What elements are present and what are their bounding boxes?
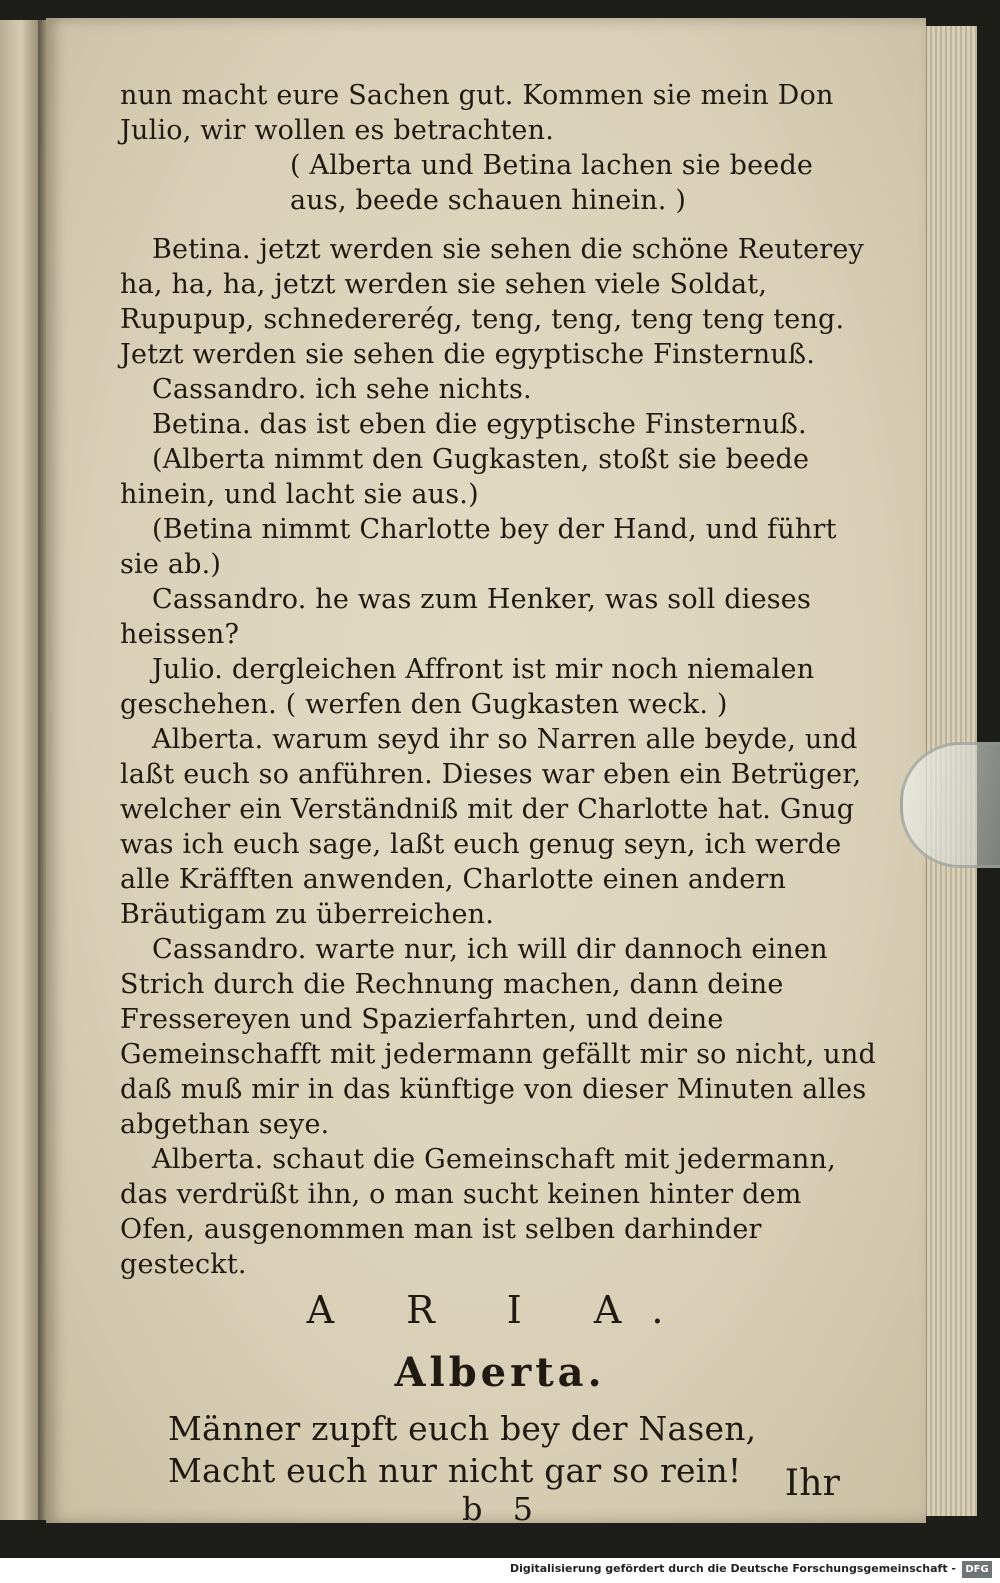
- dialogue-betina: Betina. jetzt werden sie sehen die schöne Reuterey ha, ha, ha, jetzt werden sie sehen viele Soldat, Rupupup, schnedererég, teng, teng, teng teng teng. Jetzt werden sie sehen die egyptische Finsternuß.: [120, 234, 864, 370]
- dialogue-betina: Betina. das ist eben die egyptische Finsternuß.: [152, 409, 807, 440]
- credit-text: Digitalisierung gefördert durch die Deutsche Forschungsgemeinschaft -: [509, 1562, 956, 1575]
- page-text: [120, 78, 880, 1532]
- dialogue-cassandro: Cassandro. he was zum Henker, was soll dieses heissen?: [120, 584, 812, 650]
- left-page-edge: [0, 20, 40, 1520]
- dialogue-alberta: Alberta. warum seyd ihr so Narren alle beyde, und laßt euch so anführen. Dieses war eben ein Betrüger, welcher ein Verständniß mit der Charlotte hat. Gnug was ich euch sage, laßt euch genug seyn, ich werde alle Kräfften anwenden, Charlotte einen andern Bräutigam zu überreichen.: [120, 724, 862, 930]
- singer-name: Alberta.: [394, 1349, 606, 1396]
- dialogue-julio: Julio. dergleichen Affront ist mir noch niemalen geschehen. ( werfen den Gugkasten weck. ): [120, 654, 815, 720]
- credit-bar: [0, 1558, 1000, 1583]
- dfg-logo-icon: DFG: [962, 1561, 992, 1578]
- signature-mark: b 5: [462, 1490, 544, 1528]
- verse-line: Macht euch nur nicht gar so rein!: [168, 1451, 742, 1490]
- text-line: nun macht eure Sachen gut. Kommen sie mein Don Julio, wir wollen es betrachten.: [120, 80, 834, 146]
- spacer: [120, 218, 880, 232]
- stage-direction: (Betina nimmt Charlotte bey der Hand, und führt sie ab.): [120, 514, 837, 580]
- catchword: Ihr: [784, 1463, 840, 1504]
- verse-line: Männer zupft euch bey der Nasen,: [168, 1409, 757, 1448]
- stage-direction: ( Alberta und Betina lachen sie beede aus, beede schauen hinein. ): [290, 150, 814, 216]
- dialogue-alberta: Alberta. schaut die Gemeinschaft mit jedermann, das verdrüßt ihn, o man sucht keinen hinter dem Ofen, ausgenommen man ist selben darhinder gesteckt.: [120, 1144, 836, 1280]
- dialogue-cassandro: Cassandro. ich sehe nichts.: [152, 374, 532, 405]
- dialogue-cassandro: Cassandro. warte nur, ich will dir dannoch einen Strich durch die Rechnung machen, dann deine Fressereyen und Spazierfahrten, und deine Gemeinschafft mit jedermann gefällt mir so nicht, und daß muß mir in das künftige von dieser Minuten alles abgethan seye.: [120, 934, 876, 1140]
- stage-direction: (Alberta nimmt den Gugkasten, stoßt sie beede hinein, und lacht sie aus.): [120, 444, 810, 510]
- aria-heading: A R I A.: [306, 1288, 694, 1332]
